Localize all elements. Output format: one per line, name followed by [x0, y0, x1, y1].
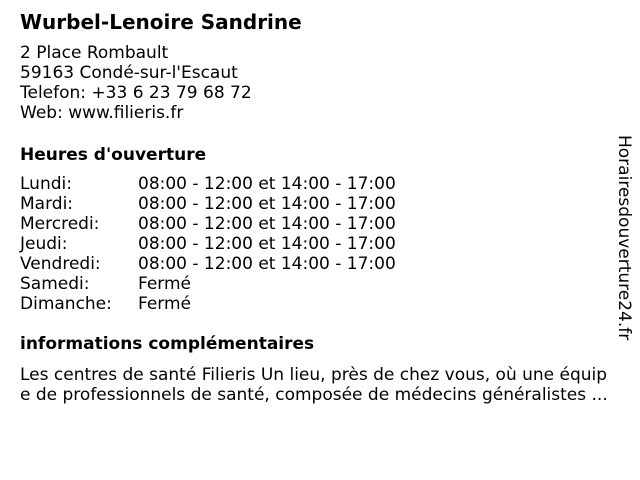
hours-day: Lundi:	[20, 174, 72, 194]
hours-day: Samedi:	[20, 274, 90, 294]
info-heading: informations complémentaires	[20, 334, 315, 354]
hours-time: 08:00 - 12:00 et 14:00 - 17:00	[138, 254, 396, 274]
hours-row	[20, 174, 396, 194]
hours-row	[20, 254, 396, 274]
hours-time: 08:00 - 12:00 et 14:00 - 17:00	[138, 214, 396, 234]
hours-time: 08:00 - 12:00 et 14:00 - 17:00	[138, 174, 396, 194]
hours-row	[20, 214, 396, 234]
hours-row	[20, 234, 396, 254]
address-city: 59163 Condé-sur-l'Escaut	[20, 63, 238, 83]
hours-row	[20, 194, 396, 214]
phone-number: Telefon: +33 6 23 79 68 72	[20, 83, 252, 103]
address-street: 2 Place Rombault	[20, 43, 169, 63]
hours-day: Vendredi:	[20, 254, 101, 274]
info-description	[20, 365, 620, 405]
info-line: e de professionnels de santé, composée de médecins généralistes ...	[20, 385, 608, 405]
hours-time: 08:00 - 12:00 et 14:00 - 17:00	[138, 194, 396, 214]
hours-time: Fermé	[138, 294, 192, 314]
website: Web: www.filieris.fr	[20, 103, 184, 123]
address-block	[20, 43, 252, 123]
info-line: Les centres de santé Filieris Un lieu, près de chez vous, où une équip	[20, 365, 608, 385]
site-watermark: Horairesdouverture24.fr	[614, 135, 634, 341]
hours-row	[20, 294, 396, 314]
hours-row	[20, 274, 396, 294]
business-name: Wurbel-Lenoire Sandrine	[20, 10, 302, 34]
hours-day: Mercredi:	[20, 214, 100, 234]
hours-time: Fermé	[138, 274, 192, 294]
hours-day: Jeudi:	[20, 234, 68, 254]
hours-heading: Heures d'ouverture	[20, 145, 207, 165]
hours-time: 08:00 - 12:00 et 14:00 - 17:00	[138, 234, 396, 254]
hours-day: Mardi:	[20, 194, 74, 214]
hours-day: Dimanche:	[20, 294, 112, 314]
hours-table	[20, 174, 396, 314]
